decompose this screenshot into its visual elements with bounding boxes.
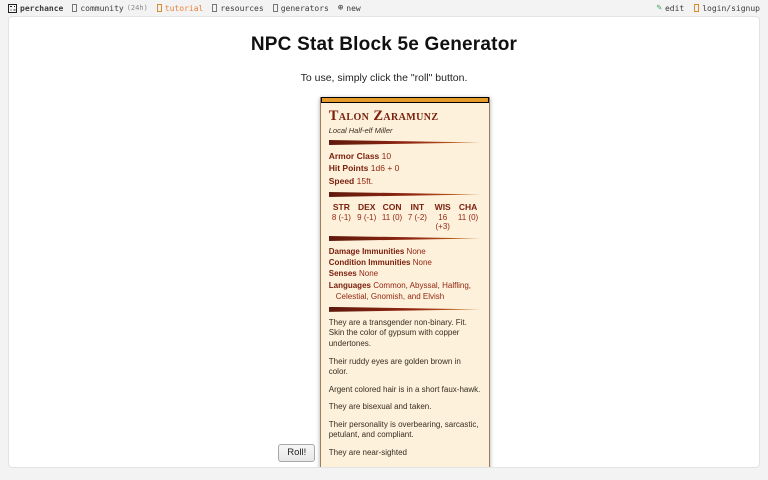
languages-line — [329, 280, 481, 302]
npc-description — [329, 318, 481, 458]
description-paragraph: They are a transgender non-binary. Fit. Skin the color of gypsum with copper undertones. — [328, 317, 467, 348]
ability-abbr: CON — [382, 201, 402, 212]
pencil-icon: ✎ — [656, 3, 662, 13]
senses-value: None — [359, 269, 379, 279]
perchance-logo-label: perchance — [20, 3, 64, 13]
damage-immunities-label: Damage Immunities — [328, 246, 405, 256]
creature-name: Talon Zaramunz — [328, 108, 439, 124]
speed-label: Speed — [328, 175, 355, 186]
ability-dex — [354, 202, 379, 231]
creature-meta: Local Half-elf Miller — [328, 126, 393, 135]
nav-tutorial-label: tutorial — [164, 3, 204, 13]
nav-item-resources[interactable] — [212, 4, 263, 13]
languages-value: Common, Abyssal, Halfling, Celestial, Gnomish, and Elvish — [335, 280, 472, 301]
nav-item-community[interactable] — [72, 4, 147, 13]
page-instructions: To use, simply click the "roll" button. — [300, 72, 468, 84]
nav-resources-label: resources — [220, 3, 264, 13]
generators-icon — [273, 4, 278, 12]
perchance-logo-link[interactable] — [8, 4, 63, 13]
community-icon — [72, 4, 77, 12]
edit-link[interactable] — [657, 3, 685, 13]
tapered-divider — [329, 192, 481, 197]
ability-abbr: STR — [332, 201, 350, 212]
condition-immunities-value: None — [412, 258, 432, 268]
ability-abbr: INT — [410, 201, 425, 212]
roll-button[interactable]: Roll! — [278, 444, 315, 462]
ability-score: 11 (0) — [457, 212, 479, 222]
description-paragraph: Their ruddy eyes are golden brown in color. — [328, 356, 461, 377]
speed-line — [329, 175, 481, 187]
nav-item-new[interactable] — [338, 3, 361, 13]
senses-label: Senses — [328, 269, 357, 279]
hit-points-line — [329, 162, 481, 174]
generator-panel — [8, 16, 760, 468]
resources-icon — [212, 4, 217, 12]
armor-class-value: 10 — [381, 151, 392, 161]
login-signup-label: login/signup — [702, 3, 760, 13]
nav-new-label: new — [346, 3, 361, 13]
edit-label: edit — [664, 3, 685, 13]
condition-immunities-label: Condition Immunities — [328, 258, 411, 268]
login-signup-link[interactable] — [694, 3, 760, 13]
ability-abbr: DEX — [357, 201, 376, 212]
ability-scores-table — [329, 202, 481, 231]
ability-score: 16 (+3) — [435, 212, 450, 231]
nav-community-count: (24h) — [126, 4, 148, 12]
languages-label: Languages — [328, 280, 371, 290]
damage-immunities-value: None — [406, 246, 426, 256]
nav-item-generators[interactable] — [273, 4, 329, 13]
description-paragraph: They are near-sighted — [328, 447, 407, 457]
ability-score: 8 (-1) — [331, 212, 351, 222]
senses-line — [329, 268, 481, 279]
circle-plus-icon: ⊕ — [337, 3, 344, 13]
nav-community-label: community — [80, 3, 124, 13]
speed-value: 15ft. — [356, 175, 374, 186]
damage-immunities-line — [329, 246, 481, 257]
ability-str — [329, 202, 354, 231]
hit-points-label: Hit Points — [328, 163, 369, 174]
tapered-divider — [329, 307, 481, 312]
description-paragraph: Their personality is overbearing, sarcastic, petulant, and compliant. — [328, 419, 479, 440]
tapered-divider — [329, 140, 481, 145]
condition-immunities-line — [329, 257, 481, 268]
armor-class-line — [329, 150, 481, 162]
tutorial-icon — [157, 4, 162, 12]
ability-abbr: WIS — [434, 201, 451, 212]
ability-cha — [455, 202, 480, 231]
nav-item-tutorial[interactable] — [157, 4, 204, 13]
ability-abbr: CHA — [458, 201, 478, 212]
top-navbar — [0, 0, 768, 16]
armor-class-label: Armor Class — [328, 151, 380, 161]
ability-score: 11 (0) — [381, 212, 403, 222]
perchance-logo-icon — [8, 4, 17, 13]
hit-points-value: 1d6 + 0 — [370, 163, 400, 174]
ability-int — [405, 202, 430, 231]
ability-score: 7 (-2) — [407, 212, 427, 222]
ability-wis — [430, 202, 455, 231]
ability-con — [379, 202, 404, 231]
lock-icon — [694, 4, 699, 12]
description-paragraph: Argent colored hair is in a short faux-hawk. — [328, 384, 481, 394]
ability-score: 9 (-1) — [357, 212, 377, 222]
npc-stat-block — [320, 97, 490, 468]
tapered-divider — [329, 236, 481, 241]
description-paragraph: They are bisexual and taken. — [328, 402, 432, 412]
nav-generators-label: generators — [280, 3, 329, 13]
page-title: NPC Stat Block 5e Generator — [250, 34, 518, 55]
